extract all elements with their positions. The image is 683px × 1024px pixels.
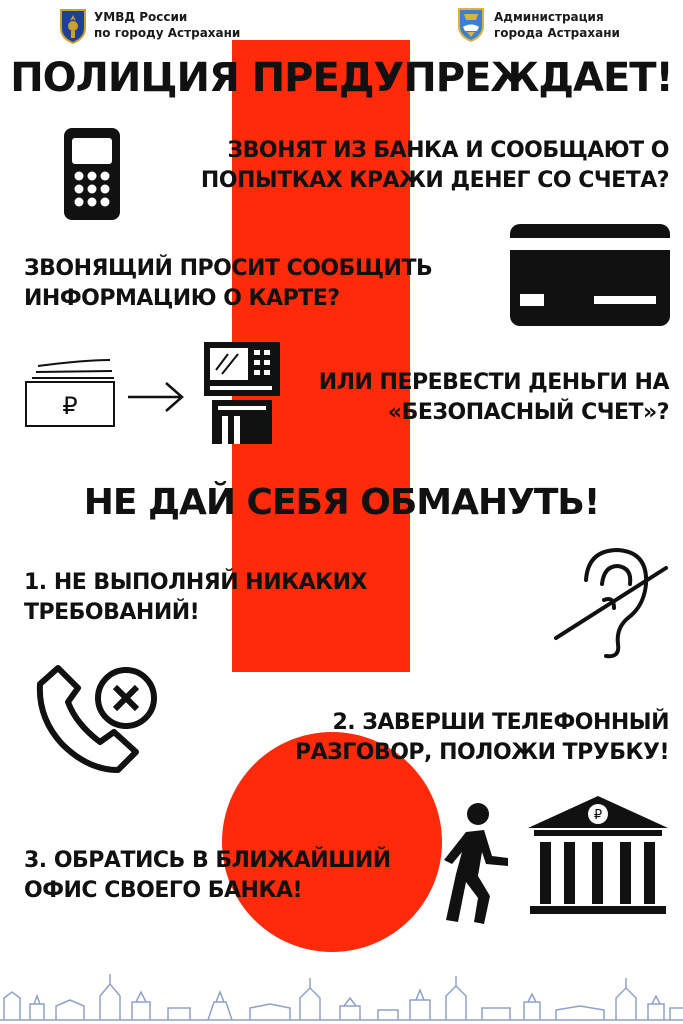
step-1 bbox=[24, 568, 367, 628]
police-org-line-2: по городу Астрахани bbox=[94, 26, 241, 40]
police-org-line-1: УМВД России bbox=[94, 10, 188, 24]
admin-org-line-2: города Астрахани bbox=[494, 26, 620, 40]
step-2 bbox=[295, 708, 669, 768]
bank-card-icon bbox=[508, 222, 672, 328]
step-2-line-1: 2. ЗАВЕРШИ ТЕЛЕФОННЫЙ bbox=[332, 710, 669, 735]
walking-person-icon bbox=[432, 798, 512, 926]
atm-icon bbox=[202, 340, 282, 446]
city-skyline bbox=[0, 962, 683, 1024]
warning-2-line-2: ИНФОРМАЦИЮ О КАРТЕ? bbox=[24, 286, 340, 311]
subtitle: НЕ ДАЙ СЕБЯ ОБМАНУТЬ! bbox=[83, 482, 600, 523]
warning-1-line-1: ЗВОНЯТ ИЗ БАНКА И СООБЩАЮТ О bbox=[227, 138, 669, 163]
arrow-right-icon bbox=[126, 380, 188, 414]
ruble-banknotes-icon bbox=[24, 354, 118, 430]
hang-up-phone-icon bbox=[22, 658, 164, 800]
ruble-sign: ₽ bbox=[62, 392, 78, 420]
admin-org-line-1: Администрация bbox=[494, 10, 604, 24]
step-2-line-2: РАЗГОВОР, ПОЛОЖИ ТРУБКУ! bbox=[294, 740, 669, 765]
warning-3-line-2: «БЕЗОПАСНЫЙ СЧЕТ»? bbox=[387, 400, 669, 425]
warning-safe-account bbox=[319, 368, 669, 428]
warning-1-line-2: ПОПЫТКАХ КРАЖИ ДЕНЕГ СО СЧЕТА? bbox=[200, 168, 669, 193]
step-1-line-1: 1. НЕ ВЫПОЛНЯЙ НИКАКИХ bbox=[24, 570, 367, 595]
warning-bank-call bbox=[201, 136, 669, 196]
mobile-phone-icon bbox=[60, 124, 126, 222]
warning-2-line-1: ЗВОНЯЩИЙ ПРОСИТ СООБЩИТЬ bbox=[24, 256, 433, 281]
admin-org-name bbox=[494, 9, 620, 41]
page-title: ПОЛИЦИЯ ПРЕДУПРЕЖДАЕТ! bbox=[10, 55, 673, 101]
bank-ruble-sign: ₽ bbox=[593, 808, 603, 823]
police-org-name bbox=[94, 9, 240, 41]
warning-card-info bbox=[24, 254, 432, 314]
police-emblem-icon bbox=[58, 6, 88, 44]
step-3 bbox=[24, 846, 391, 906]
city-coat-of-arms-icon bbox=[457, 6, 485, 42]
crossed-ear-icon bbox=[548, 544, 674, 662]
step-3-line-2: ОФИС СВОЕГО БАНКА! bbox=[24, 878, 303, 903]
warning-3-line-1: ИЛИ ПЕРЕВЕСТИ ДЕНЬГИ НА bbox=[318, 370, 669, 395]
bank-building-icon bbox=[524, 794, 672, 926]
step-3-line-1: 3. ОБРАТИСЬ В БЛИЖАЙШИЙ bbox=[24, 848, 391, 873]
step-1-line-2: ТРЕБОВАНИЙ! bbox=[24, 600, 200, 625]
